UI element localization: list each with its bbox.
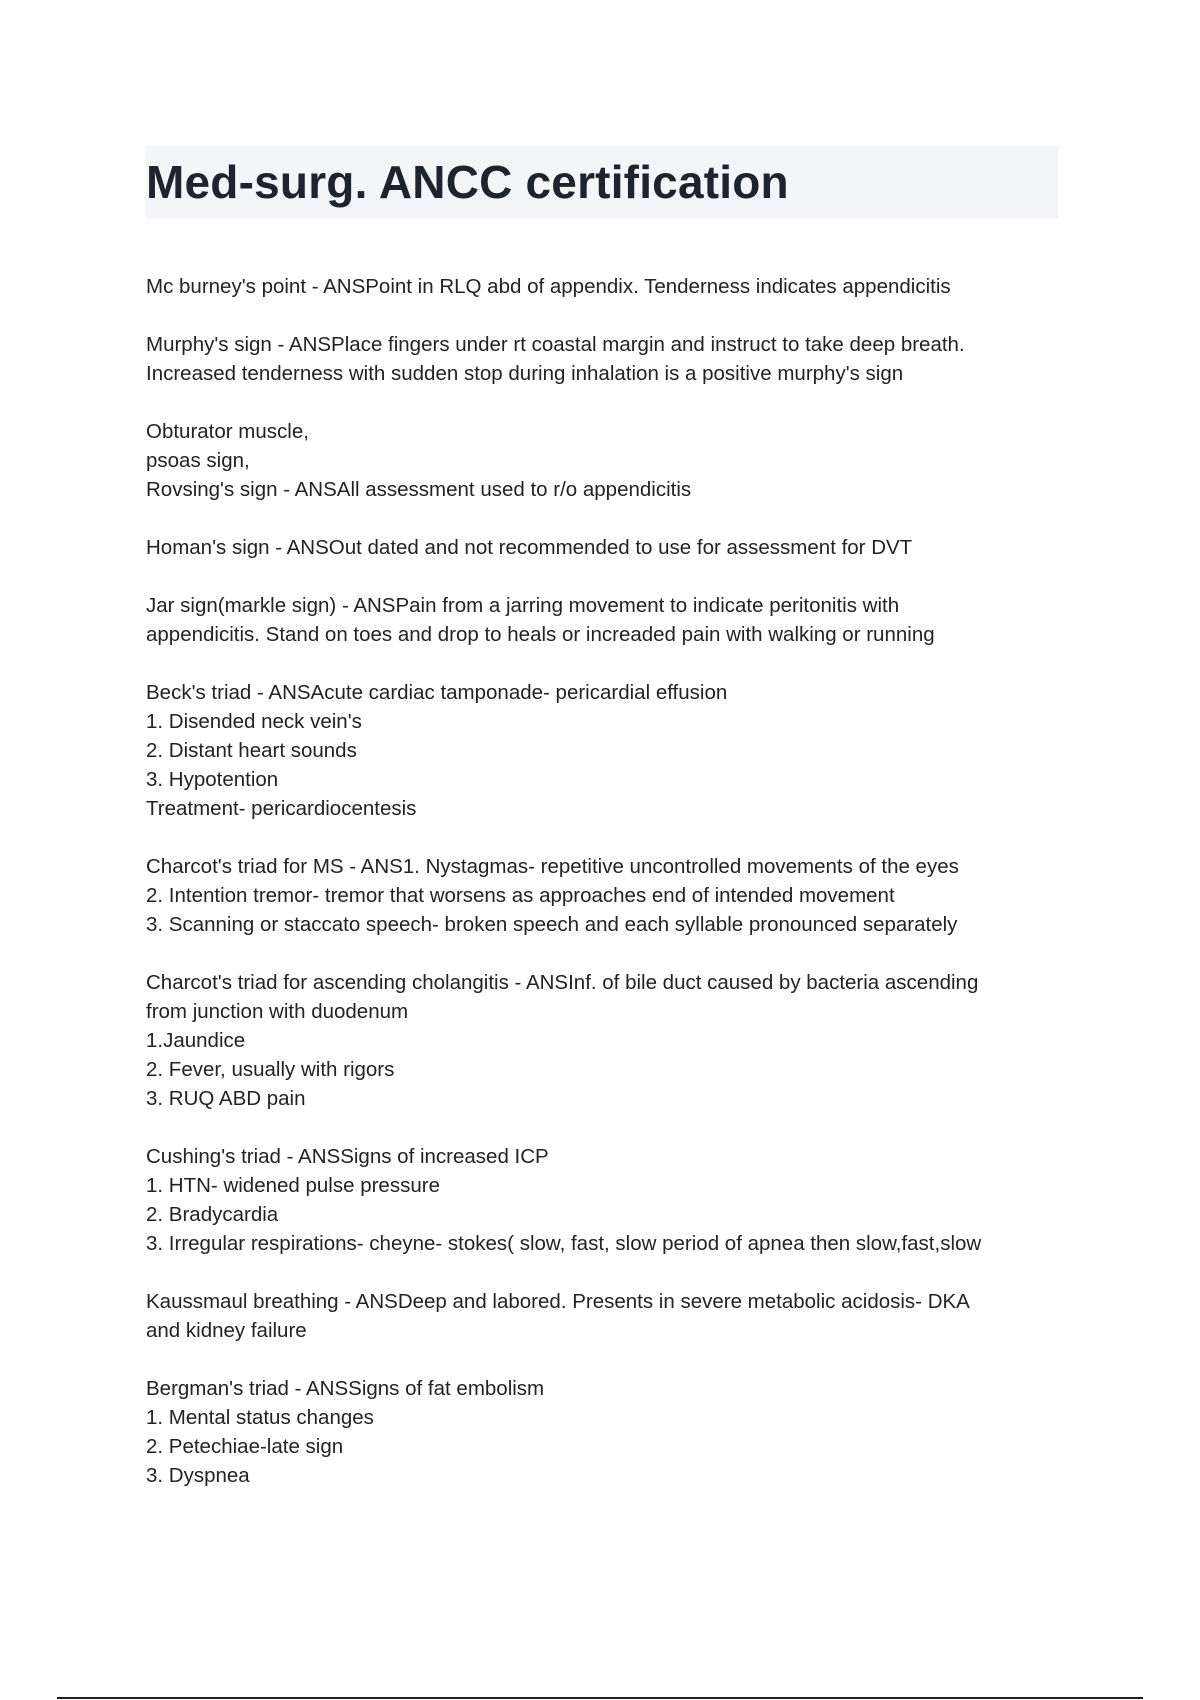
entry-line: Treatment- pericardiocentesis (146, 797, 417, 820)
qa-entry (146, 852, 1066, 939)
qa-entry (146, 678, 1066, 823)
entry-line: 3. Hypotention (146, 768, 279, 791)
entry-line: Obturator muscle, (146, 420, 309, 443)
qa-entry (146, 533, 1066, 562)
entry-line: Increased tenderness with sudden stop during inhalation is a positive murphy's sign (146, 362, 904, 385)
entry-line: 2. Distant heart sounds (146, 739, 357, 762)
entry-line: 2. Intention tremor- tremor that worsens as approaches end of intended movement (146, 884, 895, 907)
qa-entry (146, 1374, 1066, 1490)
entry-line: Rovsing's sign - ANSAll assessment used to r/o appendicitis (146, 478, 692, 501)
title-banner (146, 145, 1058, 219)
entry-line: 1. Mental status changes (146, 1406, 374, 1429)
entry-line: Cushing's triad - ANSSigns of increased ICP (146, 1145, 549, 1168)
entry-line: Bergman's triad - ANSSigns of fat embolism (146, 1377, 545, 1400)
qa-entry (146, 1287, 1066, 1345)
qa-entry (146, 968, 1066, 1113)
document-body (146, 272, 1066, 1519)
entry-line: 2. Fever, usually with rigors (146, 1058, 395, 1081)
entry-line: from junction with duodenum (146, 1000, 409, 1023)
entry-line: Charcot's triad for MS - ANS1. Nystagmas- repetitive uncontrolled movements of the eyes (146, 855, 959, 878)
entry-line: Homan's sign - ANSOut dated and not recommended to use for assessment for DVT (146, 536, 913, 559)
entry-line: 3. Irregular respirations- cheyne- stokes( slow, fast, slow period of apnea then slow,fast,slow (146, 1232, 982, 1255)
entry-line: Murphy's sign - ANSPlace fingers under rt coastal margin and instruct to take deep breath. (146, 333, 965, 356)
entry-line: psoas sign, (146, 449, 250, 472)
entry-line: Kaussmaul breathing - ANSDeep and labored. Presents in severe metabolic acidosis- DKA (146, 1290, 970, 1313)
entry-line: 1. Disended neck vein's (146, 710, 362, 733)
entry-line: 2. Bradycardia (146, 1203, 279, 1226)
entry-line: 3. Scanning or staccato speech- broken speech and each syllable pronounced separately (146, 913, 958, 936)
qa-entry (146, 1142, 1066, 1258)
page-title: Med-surg. ANCC certification (146, 156, 789, 208)
entry-line: Mc burney's point - ANSPoint in RLQ abd of appendix. Tenderness indicates appendicitis (146, 275, 951, 298)
entry-line: 2. Petechiae-late sign (146, 1435, 344, 1458)
entry-line: Beck's triad - ANSAcute cardiac tamponade- pericardial effusion (146, 681, 728, 704)
entry-line: appendicitis. Stand on toes and drop to heals or increaded pain with walking or running (146, 623, 935, 646)
entry-line: Charcot's triad for ascending cholangitis - ANSInf. of bile duct caused by bacteria ascending (146, 971, 979, 994)
entry-line: and kidney failure (146, 1319, 307, 1342)
footer-divider (57, 1697, 1143, 1699)
entry-line: 1.Jaundice (146, 1029, 246, 1052)
qa-entry (146, 417, 1066, 504)
qa-entry (146, 272, 1066, 301)
entry-line: 3. RUQ ABD pain (146, 1087, 306, 1110)
qa-entry (146, 591, 1066, 649)
entry-line: Jar sign(markle sign) - ANSPain from a jarring movement to indicate peritonitis with (146, 594, 900, 617)
entry-line: 3. Dyspnea (146, 1464, 250, 1487)
entry-line: 1. HTN- widened pulse pressure (146, 1174, 440, 1197)
qa-entry (146, 330, 1066, 388)
